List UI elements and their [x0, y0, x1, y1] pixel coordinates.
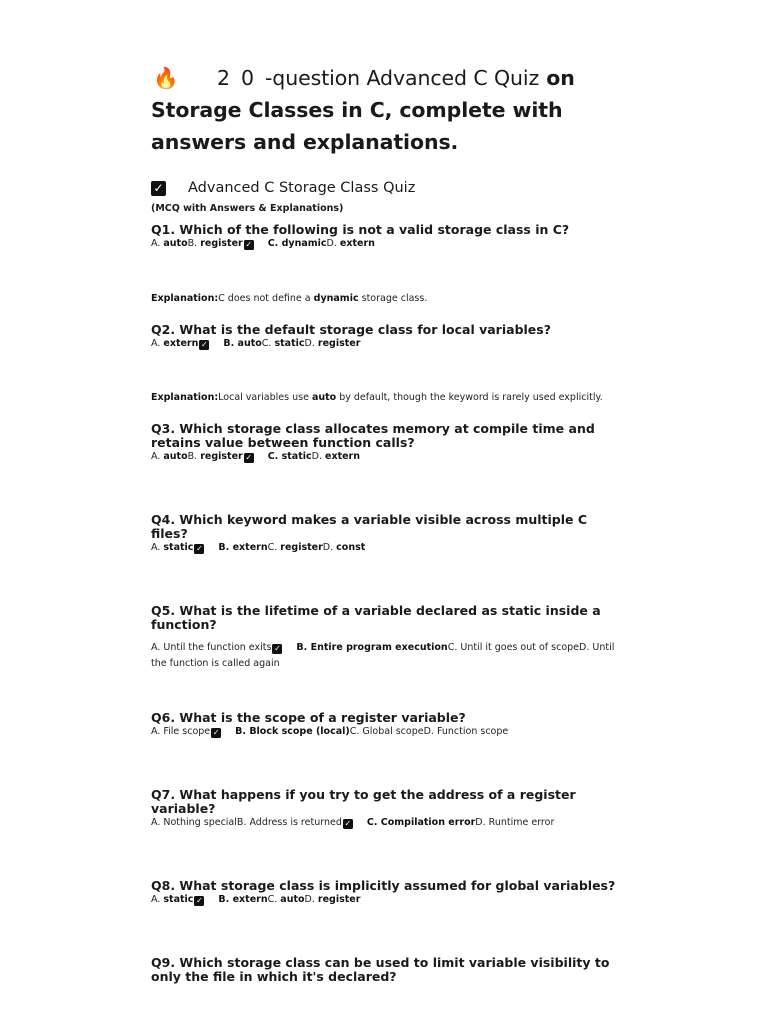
question-text: Q3. Which storage class allocates memory at compile time and retains value between function calls? [151, 421, 595, 450]
correct-answer: C. dynamic [267, 238, 327, 249]
options: A. static ✓ B. externC. registerD. const [151, 542, 366, 553]
question-text: Q6. What is the scope of a register variable? [151, 710, 466, 725]
explanation: Explanation:Local variables use auto by default, though the keyword is rarely used explicitly. [151, 392, 603, 403]
question-8 [151, 879, 621, 906]
correct-answer: B. Entire program execution [296, 642, 448, 653]
check-icon: ✓ [245, 240, 253, 249]
question-text: Q7. What happens if you try to get the address of a register variable? [151, 787, 576, 816]
explanation: Explanation:C does not define a dynamic storage class. [151, 293, 428, 304]
options: A. Nothing specialB. Address is returned ✓ C. Compilation errorD. Runtime error [151, 817, 555, 828]
check-icon: ✓ [196, 896, 203, 905]
question-text: Q2. What is the default storage class for local variables? [151, 322, 551, 337]
question-text: Q8. What storage class is implicitly assumed for global variables? [151, 878, 616, 893]
quiz-heading [151, 180, 621, 196]
check-icon: ✓ [201, 340, 208, 349]
question-7 [151, 788, 621, 829]
check-icon: ✓ [196, 544, 203, 553]
question-4 [151, 513, 621, 554]
correct-answer: C. Compilation error [366, 817, 476, 828]
question-text: Q9. Which storage class can be used to limit variable visibility to only the file in which it's declared? [151, 955, 610, 984]
question-text: Q5. What is the lifetime of a variable declared as static inside a function? [151, 603, 601, 632]
title-line3: answers and explanations. [151, 130, 459, 154]
check-icon: ✓ [151, 181, 166, 196]
check-icon: ✓ [245, 453, 253, 462]
correct-answer: B. Block scope (local) [235, 726, 350, 737]
correct-answer: C. static [267, 451, 312, 462]
correct-answer: B. extern [218, 542, 268, 553]
title-line1: -question Advanced C Quiz [265, 66, 540, 90]
question-text: Q1. Which of the following is not a valid storage class in C? [151, 222, 570, 237]
options: A. Until the function exits ✓ B. Entire program executionC. Until it goes out of scopeD. Until the function is called again [151, 642, 615, 669]
quiz-heading-text: Advanced C Storage Class Quiz [188, 180, 416, 196]
options: A. File scope ✓ B. Block scope (local)C. Global scopeD. Function scope [151, 726, 509, 737]
page-title [151, 62, 621, 158]
check-icon: ✓ [274, 644, 281, 653]
check-icon: ✓ [344, 819, 352, 828]
question-text: Q4. Which keyword makes a variable visible across multiple C files? [151, 512, 588, 541]
question-6 [151, 711, 621, 738]
title-on: on [546, 66, 575, 90]
quiz-subheading: (MCQ with Answers & Explanations) [151, 203, 344, 214]
question-9 [151, 956, 621, 984]
options: A. autoB. register ✓ C. staticD. extern [151, 451, 361, 462]
check-icon: ✓ [212, 728, 220, 737]
question-5 [151, 604, 621, 672]
fire-icon: 🔥 [153, 66, 179, 90]
correct-answer: B. auto [223, 338, 262, 349]
document-page [151, 62, 621, 984]
options: A. static ✓ B. externC. autoD. register [151, 894, 361, 905]
title-line2: Storage Classes in C, complete with [151, 98, 563, 122]
options: A. extern ✓ B. autoC. staticD. register [151, 338, 361, 349]
question-2 [151, 323, 621, 403]
question-3 [151, 422, 621, 463]
options: A. autoB. register ✓ C. dynamicD. extern [151, 238, 375, 249]
correct-answer: B. extern [218, 894, 268, 905]
title-number: 2 0 [217, 66, 254, 90]
question-1 [151, 223, 621, 304]
